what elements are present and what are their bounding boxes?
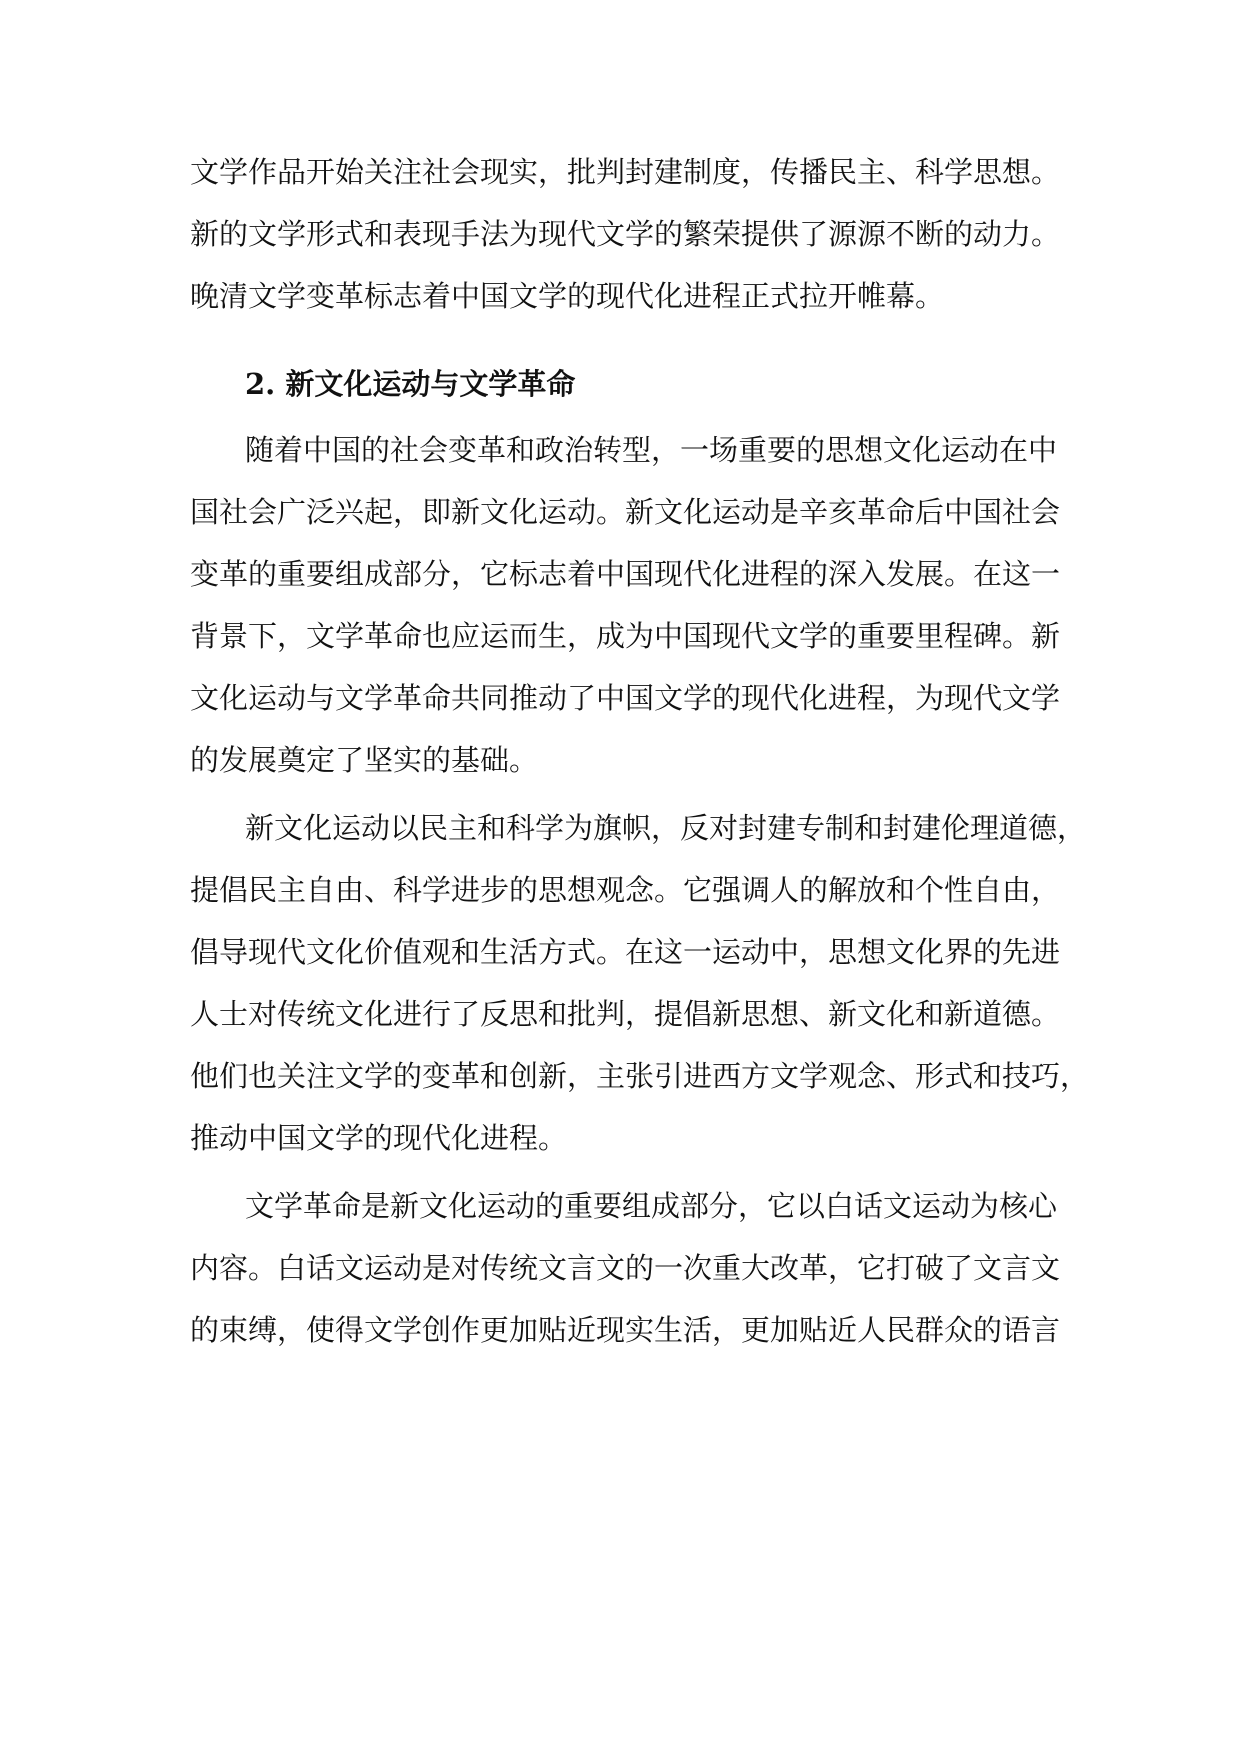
text-line: 提倡民主自由、科学进步的思想观念。它强调人的解放和个性自由， xyxy=(190,873,1061,907)
text-line: 推动中国文学的现代化进程。 xyxy=(190,1121,568,1155)
text-line: 他们也关注文学的变革和创新，主张引进西方文学观念、形式和技巧， xyxy=(190,1059,1090,1093)
text-line: 文学革命是新文化运动的重要组成部分，它以白话文运动为核心 xyxy=(245,1189,1058,1223)
text-line: 的发展奠定了坚实的基础。 xyxy=(190,743,539,777)
text-line: 文学作品开始关注社会现实，批判封建制度，传播民主、科学思想。 xyxy=(190,155,1061,189)
text-line: 新的文学形式和表现手法为现代文学的繁荣提供了源源不断的动力。 xyxy=(190,217,1061,251)
text-line: 国社会广泛兴起，即新文化运动。新文化运动是辛亥革命后中国社会 xyxy=(190,495,1061,529)
text-line: 文化运动与文学革命共同推动了中国文学的现代化进程，为现代文学 xyxy=(190,681,1061,715)
text-line: 内容。白话文运动是对传统文言文的一次重大改革，它打破了文言文 xyxy=(190,1251,1061,1285)
text-line: 随着中国的社会变革和政治转型，一场重要的思想文化运动在中 xyxy=(245,433,1058,467)
text-line: 的束缚，使得文学创作更加贴近现实生活，更加贴近人民群众的语言 xyxy=(190,1313,1061,1347)
section-heading: 2. 新文化运动与文学革命 xyxy=(245,367,576,401)
text-line: 新文化运动以民主和科学为旗帜，反对封建专制和封建伦理道德， xyxy=(245,811,1087,845)
text-line: 倡导现代文化价值观和生活方式。在这一运动中，思想文化界的先进 xyxy=(190,935,1061,969)
text-line: 人士对传统文化进行了反思和批判，提倡新思想、新文化和新道德。 xyxy=(190,997,1061,1031)
text-line: 变革的重要组成部分，它标志着中国现代化进程的深入发展。在这一 xyxy=(190,557,1061,591)
text-line: 晚清文学变革标志着中国文学的现代化进程正式拉开帷幕。 xyxy=(190,279,945,313)
text-line: 背景下，文学革命也应运而生，成为中国现代文学的重要里程碑。新 xyxy=(190,619,1061,653)
